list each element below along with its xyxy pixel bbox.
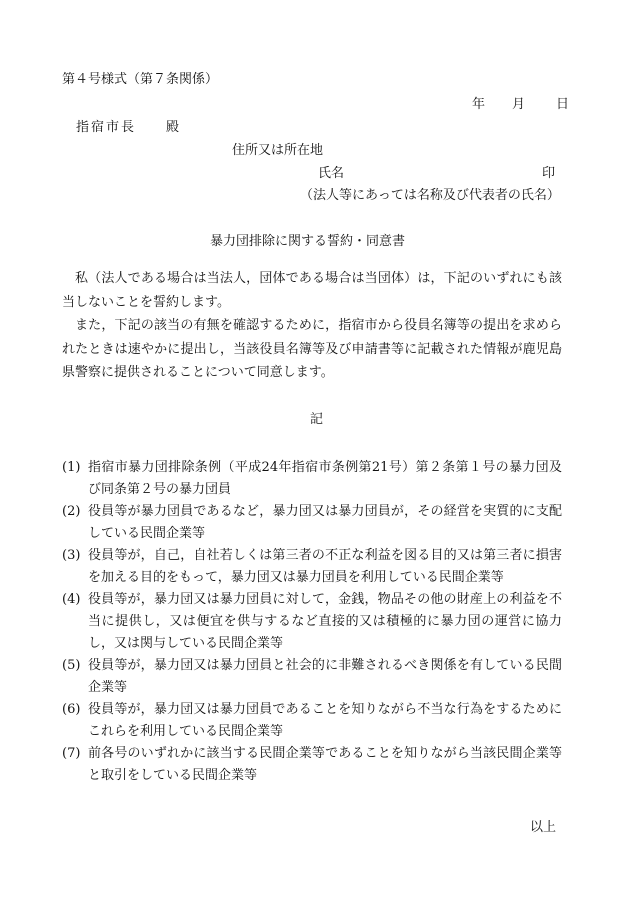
name-label: 氏名 xyxy=(318,166,345,181)
document-title: 暴力団排除に関する誓約・同意書 xyxy=(210,234,406,249)
item-text: 前各号のいずれかに該当する民間企業等であることを知りながら当該民間企業等と取引をしている民間企業等 xyxy=(88,746,562,783)
item-text: 役員等が，暴力団又は暴力団員に対して，金銭，物品その他の財産上の利益を不当に提供し，又は便宜を供与するなど直接的又は積極的に暴力団の運営に協力し，又は関与している民間企業等 xyxy=(88,592,562,651)
ki-label: 記 xyxy=(310,412,324,427)
addressee-title: 指宿市長 xyxy=(76,120,137,135)
item-text: 役員等が，自己，自社若しくは第三者の不正な利益を図る目的又は第三者に損害を加える目的をもって，暴力団又は暴力団員を利用している民間企業等 xyxy=(88,548,562,585)
date-month: 月 xyxy=(512,97,526,112)
item-text: 役員等が，暴力団又は暴力団員と社会的に非難されるべき関係を有している民間企業等 xyxy=(88,658,562,695)
seal-label: 印 xyxy=(542,166,556,181)
address-label: 住所又は所在地 xyxy=(232,143,324,158)
item-number: (5) xyxy=(62,658,81,673)
body-paragraph-1: 私（法人である場合は当法人，団体である場合は当団体）は，下記のいずれにも該当しないことを誓約します。 xyxy=(62,271,562,310)
closing-mark: 以上 xyxy=(530,820,557,835)
list-item xyxy=(62,501,562,545)
body-paragraph-2: また，下記の該当の有無を確認するために，指宿市から役員名簿等の提出を求められたときは速やかに提出し，当該役員名簿等及び申請書等に記載された情報が鹿児島県警察に提供されることについて同意します。 xyxy=(62,318,562,380)
item-text: 指宿市暴力団排除条例（平成24年指宿市条例第21号）第２条第１号の暴力団及び同条第２号の暴力団員 xyxy=(88,460,562,497)
list-item xyxy=(62,699,562,743)
item-list xyxy=(62,457,562,787)
item-number: (2) xyxy=(62,504,81,519)
list-item xyxy=(62,589,562,655)
item-text: 役員等が暴力団員であるなど，暴力団又は暴力団員が，その経営を実質的に支配している民間企業等 xyxy=(88,504,562,541)
form-number: 第４号様式（第７条関係） xyxy=(62,72,219,87)
item-number: (3) xyxy=(62,548,81,563)
addressee-honorific: 殿 xyxy=(166,120,180,135)
list-item xyxy=(62,655,562,699)
list-item xyxy=(62,545,562,589)
list-item xyxy=(62,743,562,787)
date-day: 日 xyxy=(556,97,570,112)
body-text xyxy=(62,267,562,385)
name-note: （法人等にあっては名称及び代表者の氏名） xyxy=(300,188,560,203)
item-text: 役員等が，暴力団又は暴力団員であることを知りながら不当な行為をするためにこれらを利用している民間企業等 xyxy=(88,702,562,739)
item-number: (6) xyxy=(62,702,81,717)
item-number: (7) xyxy=(62,746,81,761)
item-number: (1) xyxy=(62,460,81,475)
list-item xyxy=(62,457,562,501)
item-number: (4) xyxy=(62,592,81,607)
date-year: 年 xyxy=(472,97,486,112)
